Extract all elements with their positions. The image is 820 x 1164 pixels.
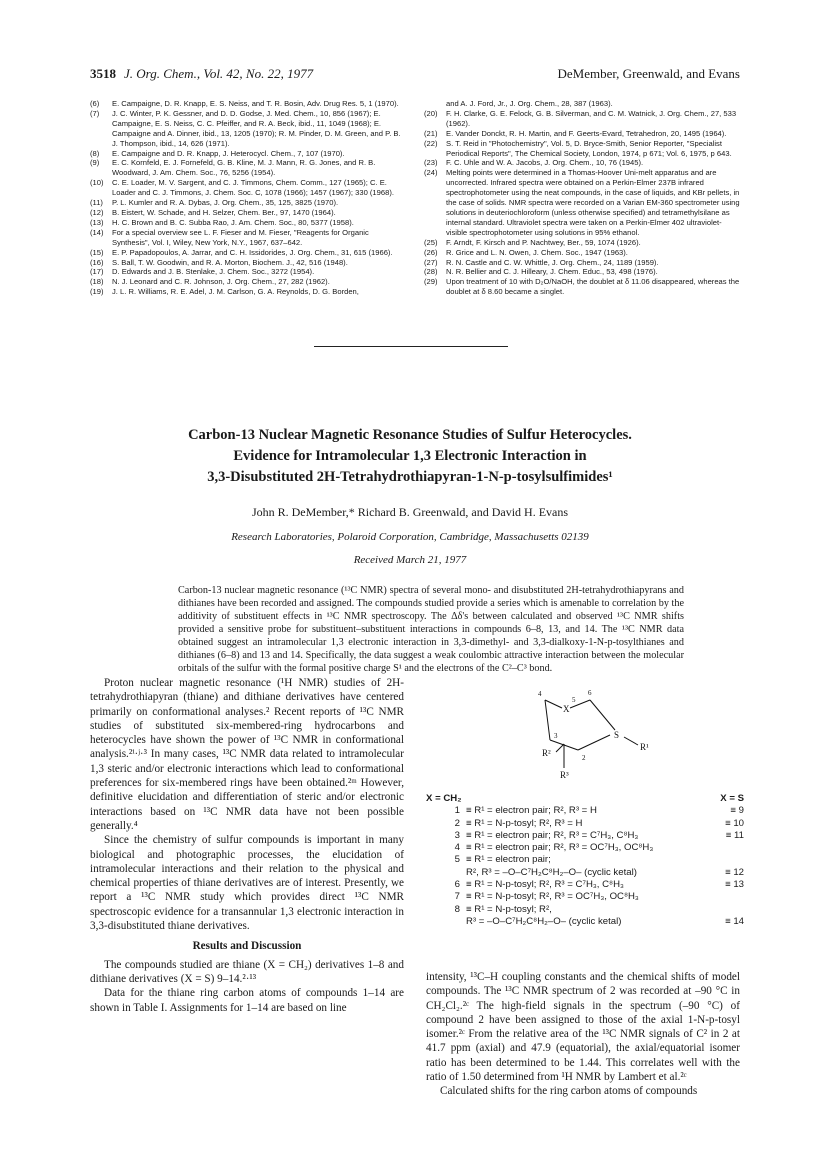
body-paragraph: Since the chemistry of sulfur compounds is important in many biological and photographic processes, the elucidation of intramolecular interactions and their relation to the physical and chemical properties of thiane derivatives are of interest. Presently, we report a ¹³C NMR study which provides direct ¹³C NMR spectroscopic evidence for a transannular 1,3 electronic interaction in 3,3-disubstituted thiane derivatives. (90, 834, 404, 933)
reference-item: (7) J. C. Winter, P. K. Gessner, and D. D. Godse, J. Med. Chem., 10, 856 (1967); E. Campaigne, E. S. Neiss, C. C. Pfeiffer, and R. A. Beck, ibid., 11, 1049 (1968); E. Campaigne and A. Dinner, ibid., 13, 1205 (1970); R. M. Pinder, D. M. Green, and P. B. J. Thompson, ibid., 14, 626 (1971). (90, 108, 401, 148)
reference-item: (6) E. Campaigne, D. R. Knapp, E. S. Neiss, and T. R. Bosin, Adv. Drug Res. 5, 1 (1970). (90, 99, 399, 108)
reference-item: (29) Upon treatment of 10 with D₂O/NaOH, the doublet at δ 11.06 disappeared, whereas the doublet at δ 8.60 became a singlet. (424, 277, 740, 297)
thiane-series-label: X = CH₂ (426, 793, 462, 804)
abstract: Carbon-13 nuclear magnetic resonance (¹³C NMR) spectra of several mono- and disubstituted 2H-tetrahydrothiapyrans and dithianes have been recorded and assigned. The compounds studied provide a series which is amenable to correlation by the additivity of substituent effects in ¹³C NMR spectroscopy. The Δδ's between calculated and observed ¹³C NMR shifts provided a sensitive probe for substituent–substituent interactions in compounds 6–8, 13, and 14. The ¹³C NMR data obtained suggest an intramolecular 1,3 electronic interaction in 3,3-dimethyl- and 3,3-dialkoxy-1-N-p-tosylthianes and dithianes (6–8) and 13 and 14. Specifically, the data suggest a weak coulombic attractive interaction between the molecular orbitals of the sulfur with the formal positive charge S¹ and the electrons of the C²–C³ bond. (178, 585, 684, 674)
body-column-right (426, 970, 740, 1099)
received-date: Received March 21, 1977 (353, 554, 467, 566)
reference-item: (16) S. Ball, T. W. Goodwin, and R. A. Morton, Biochem. J., 42, 516 (1948). (90, 257, 348, 267)
compound-row: 2 ≡ R¹ = N-p-tosyl; R², R³ = H ≡ 10 (454, 817, 744, 829)
reference-item: (18) N. J. Leonard and C. R. Johnson, J. Org. Chem., 27, 282 (1962). (90, 277, 330, 287)
compound-list-header (426, 793, 744, 805)
section-divider (314, 346, 508, 347)
compound-row: 3 ≡ R¹ = electron pair; R², R³ = C⁷H₃, C⁸H₃ ≡ 11 (454, 829, 744, 841)
compound-list (426, 793, 744, 928)
reference-item: (25) F. Arndt, F. Kirsch and P. Nachtwey, Ber., 59, 1074 (1926). (424, 237, 641, 247)
thiane-structure-diagram (520, 680, 690, 790)
compound-row: R², R³ = –O–C⁷H₂C⁸H₂–O– (cyclic ketal) ≡ 12 (466, 866, 744, 878)
reference-item: (22) S. T. Reid in "Photochemistry", Vol. 5, D. Bryce-Smith, Senior Reporter, "Specialist Periodical Reports", The Chemical Society, London, 1974, p 671; Vol. 6, 1975, p 643. (424, 138, 732, 158)
section-heading: Results and Discussion (192, 940, 302, 953)
reference-item: and A. J. Ford, Jr., J. Org. Chem., 28, 387 (1963). (446, 99, 613, 108)
position-6-label: 6 (588, 689, 592, 697)
reference-item: (15) E. P. Papadopoulos, A. Jarrar, and C. H. Issidorides, J. Org. Chem., 31, 615 (1966). (90, 247, 393, 257)
compound-row: 4 ≡ R¹ = electron pair; R², R³ = OC⁷H₃, OC⁸H₃ (454, 842, 654, 854)
affiliation: Research Laboratories, Polaroid Corporation, Cambridge, Massachusetts 02139 (231, 531, 589, 543)
reference-item: (14) For a special overview see L. F. Fieser and M. Fieser, "Reagents for Organic Synthesis", Vol. I, Wiley, New York, N.Y., 1967, 637–642. (90, 227, 369, 247)
reference-item: (17) D. Edwards and J. B. Stenlake, J. Chem. Soc., 3272 (1954). (90, 267, 315, 277)
article-title-line-1: Carbon-13 Nuclear Magnetic Resonance Studies of Sulfur Heterocycles. (188, 427, 632, 443)
references-left (90, 99, 408, 297)
compound-row: R³ = –O–C⁷H₂C⁸H₂–O– (cyclic ketal) ≡ 14 (466, 915, 744, 927)
body-paragraph: Calculated shifts for the ring carbon atoms of compounds (440, 1085, 698, 1098)
reference-item: (12) B. Eistert, W. Schade, and H. Selzer, Chem. Ber., 97, 1470 (1964). (90, 207, 336, 217)
substituent-r2-label: R² (542, 748, 551, 758)
substituent-r3-label: R³ (560, 770, 569, 780)
position-4-label: 4 (538, 690, 542, 698)
ring-atom-x-label: X (563, 704, 570, 714)
ring-atom-s-label: S (614, 730, 620, 740)
reference-item: (9) E. C. Kornfeld, E. J. Fornefeld, G. B. Kline, M. J. Mann, R. G. Jones, and R. B. Woodward, J. Am. Chem. Soc., 76, 5256 (1954). (90, 158, 376, 178)
article-title-line-2: Evidence for Intramolecular 1,3 Electronic Interaction in (233, 448, 587, 464)
reference-item: (11) P. L. Kumler and R. A. Dybas, J. Org. Chem., 35, 125, 3825 (1970). (90, 198, 339, 208)
reference-item: (24) Melting points were determined in a Thomas-Hoover Uni-melt apparatus and are uncorrected. Infrared spectra were obtained on a Perkin-Elmer 237B infrared spectrophotometer using the neat compounds, in the case of liquids, and KBr pellets, in the case of solids. NMR spectra were recorded on a Varian EM-360 spectrometer using solutions in deuteriochloroform (unless otherwise specified) and tetramethylsilane as internal standard. Ultraviolet spectra were taken on a Perkin-Elmer 402 ultraviolet- visible spectrophotometer using solutions in 95% ethanol. (424, 168, 740, 237)
reference-item: (10) C. E. Loader, M. V. Sargent, and C. J. Timmons, Chem. Comm., 127 (1965); C. E. Loader and C. J. Timmons, J. Chem. Soc. C, 1078 (1966); 1457 (1967); 330 (1968). (90, 178, 394, 198)
article-title-line-3: 3,3-Disubstituted 2H-Tetrahydrothiapyran-1-N-p-tosylsulfimides¹ (207, 469, 613, 485)
page-number: 3518 (90, 66, 116, 81)
reference-item: (8) E. Campaigne and D. R. Knapp, J. Heterocycl. Chem., 7, 107 (1970). (90, 148, 345, 158)
body-paragraph: The compounds studied are thiane (X = CH₂) derivatives 1–8 and dithiane derivatives (X = S) 9–14.²·¹³ (90, 958, 404, 985)
journal-citation: J. Org. Chem., Vol. 42, No. 22, 1977 (124, 66, 314, 81)
references-right (424, 99, 744, 297)
reference-item: (20) F. H. Clarke, G. E. Felock, G. B. Silverman, and C. M. Watnick, J. Org. Chem., 27, 533 (1962). (424, 108, 737, 128)
reference-item: (23) F. C. Uhle and W. A. Jacobs, J. Org. Chem., 10, 76 (1945). (424, 158, 644, 168)
compound-row: 1 ≡ R¹ = electron pair; R², R³ = H ≡ 9 (454, 805, 744, 817)
substituent-r1-label: R¹ (640, 742, 649, 752)
author-list: John R. DeMember,* Richard B. Greenwald, and David H. Evans (251, 505, 569, 519)
reference-item: (19) J. L. R. Williams, R. E. Adel, J. M. Carlson, G. A. Reynolds, D. G. Borden, (90, 287, 359, 297)
reference-item: (21) E. Vander Donckt, R. H. Martin, and F. Geerts-Evard, Tetrahedron, 20, 1495 (1964). (424, 128, 727, 138)
reference-item: (13) H. C. Brown and B. C. Subba Rao, J. Am. Chem. Soc., 80, 5377 (1958). (90, 217, 354, 227)
running-header-authors: DeMember, Greenwald, and Evans (557, 66, 740, 81)
position-2-label: 2 (582, 754, 586, 762)
compound-row: 6 ≡ R¹ = N-p-tosyl; R², R³ = C⁷H₃, C⁸H₃ ≡ 13 (454, 879, 744, 891)
body-paragraph: intensity, ¹³C–H coupling constants and the chemical shifts of model compounds. The ¹³C NMR spectrum of 2 was recorded at –90 °C in CH₂Cl₂.²ᶜ The high-field signals in the spectrum (–90 °C) of compound 2 have been assigned to those of the axial 1-N-p-tosyl isomer.²ᶜ From the relative area of the ¹³C NMR signals of C² in 2 at 41.7 ppm (axial) and 47.9 (equatorial), the axial/equatorial isomer ratio has been determined to be 1.44. This correlates well with the ratio of 1.50 determined from ¹H NMR by Lambert et al.²ᶜ (426, 971, 740, 1084)
running-header-left (90, 66, 313, 82)
body-paragraph: Data for the thiane ring carbon atoms of compounds 1–14 are shown in Table I. Assignments for 1–14 are based on line (90, 987, 404, 1014)
dithiane-series-label: X = S (720, 793, 744, 804)
position-5-label: 5 (572, 696, 576, 704)
position-3-label: 3 (554, 732, 558, 740)
body-column-left (90, 676, 404, 1015)
reference-item: (28) N. R. Bellier and C. J. Hilleary, J. Chem. Educ., 53, 498 (1976). (424, 267, 658, 277)
body-paragraph: Proton nuclear magnetic resonance (¹H NMR) studies of 2H-tetrahydrothiapyran (thiane) and dithiane derivatives have centered primarily on conformational analyses.² Recent reports of ¹³C NMR studies of substituted six-membered-ring hydrocarbons and heterocycles have shown the power of ¹³C NMR in conformational analysis.²ⁱ·ʲ·³ In many cases, ¹³C NMR data related to intramolecular 1,3 steric and/or electronic interactions which lead to conformational preferences for six-membered rings have been obtained.²ᵐ However, definitive elucidation and differentiation of steric and/or electronic interactions based on ¹³C NMR data have not been possible generally.⁴ (90, 677, 404, 832)
compound-row: 7 ≡ R¹ = N-p-tosyl; R², R³ = OC⁷H₃, OC⁸H₃ (454, 891, 639, 903)
compound-row: 5 ≡ R¹ = electron pair; (454, 854, 551, 866)
compound-row: 8 ≡ R¹ = N-p-tosyl; R², (454, 903, 552, 915)
reference-item: (26) R. Grice and L. N. Owen, J. Chem. Soc., 1947 (1963). (424, 247, 628, 257)
reference-item: (27) R. N. Castle and C. W. Whittle, J. Org. Chem., 24, 1189 (1959). (424, 257, 659, 267)
